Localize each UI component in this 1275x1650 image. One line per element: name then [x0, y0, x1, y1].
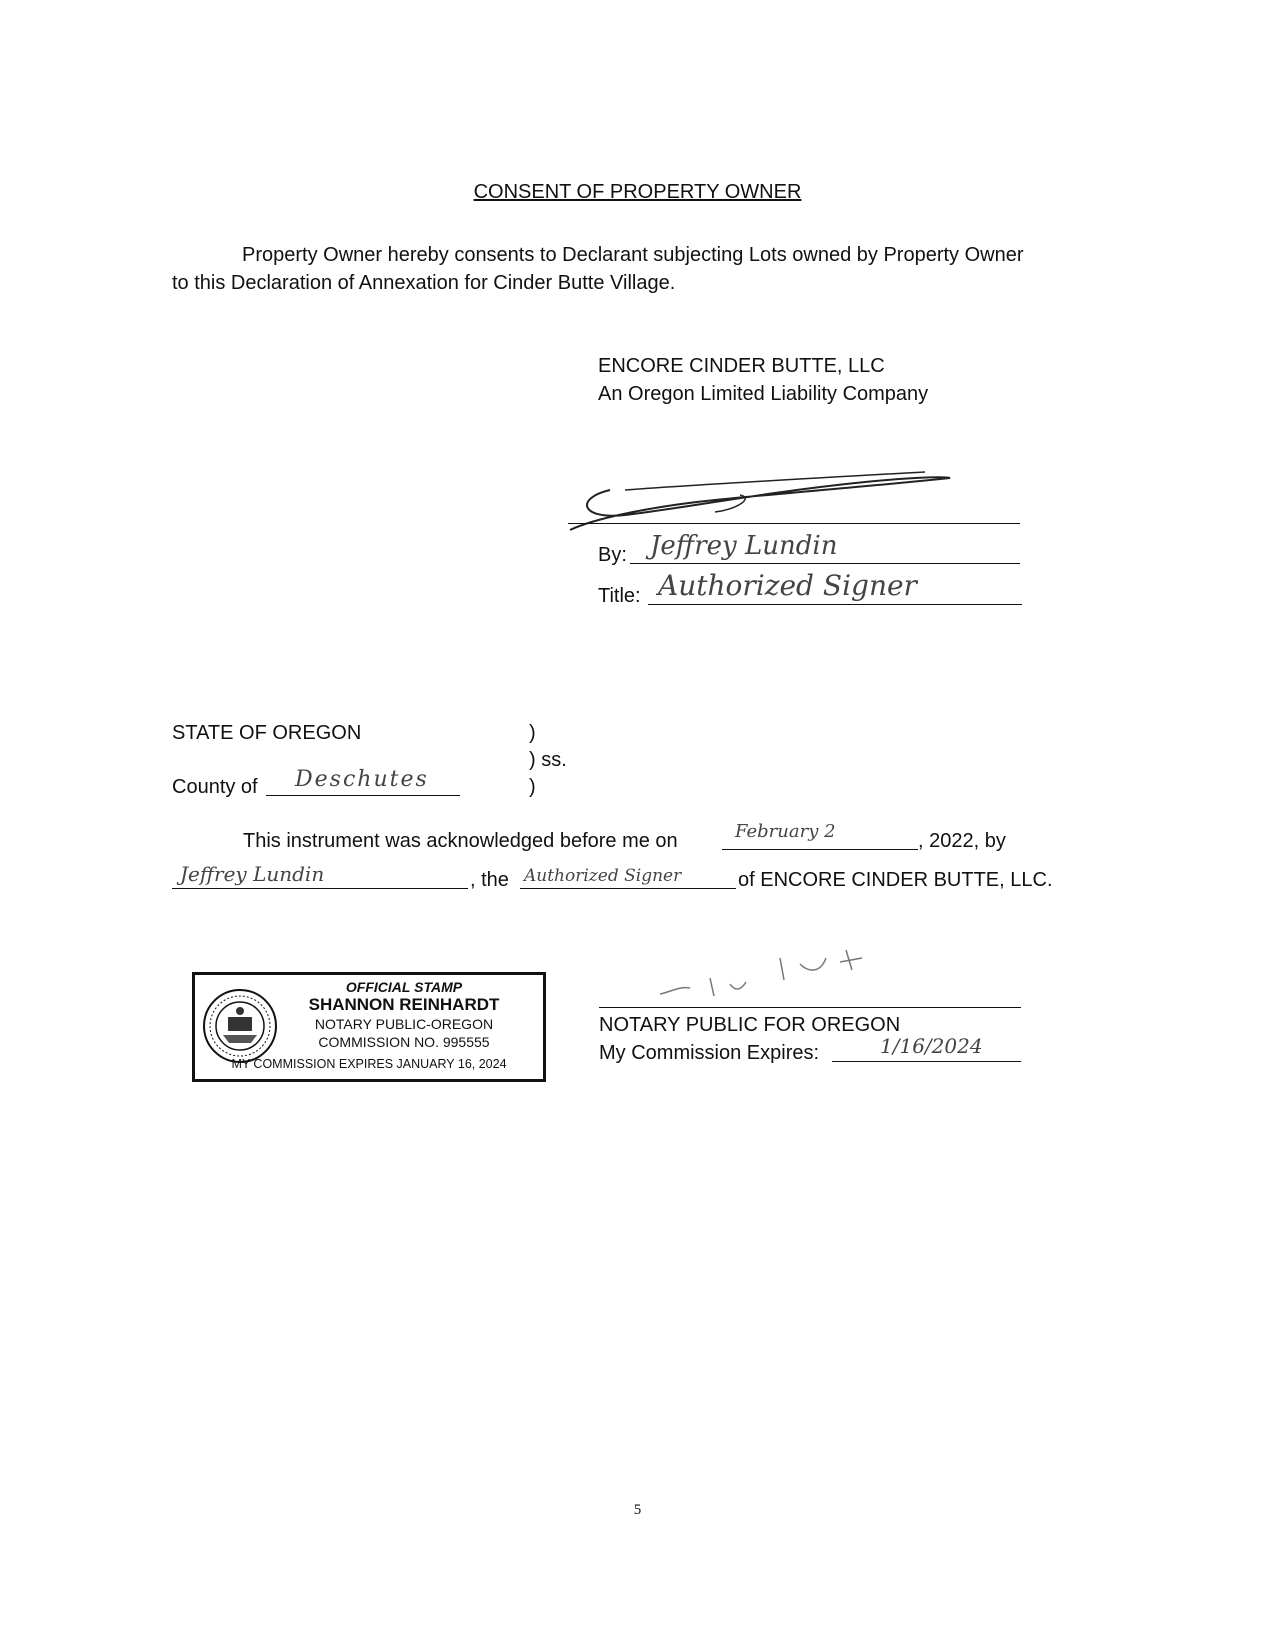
- signature-line: [568, 523, 1020, 524]
- ack-date-handwritten: February 2: [735, 821, 836, 842]
- stamp-line-4: COMMISSION NO. 995555: [318, 1034, 490, 1050]
- ack-text-1: This instrument was acknowledged before me on: [243, 830, 678, 852]
- venue-paren-ss: ) ss.: [529, 749, 567, 771]
- county-line: [266, 795, 460, 796]
- ack-text-3: , the: [470, 869, 509, 891]
- ack-role-line: [520, 888, 736, 889]
- commission-expires-line: [832, 1061, 1021, 1062]
- ack-name-line: [172, 888, 468, 889]
- stamp-line-2: SHANNON REINHARDT: [308, 995, 500, 1014]
- by-signature: Jeffrey Lundin: [650, 531, 838, 561]
- ack-text-2: , 2022, by: [918, 830, 1006, 852]
- ack-text-4: of ENCORE CINDER BUTTE, LLC.: [738, 869, 1053, 891]
- title-label: Title:: [598, 585, 641, 607]
- county-handwritten: Deschutes: [295, 767, 429, 792]
- ack-role-handwritten: Authorized Signer: [524, 866, 682, 886]
- venue-paren-1: ): [529, 722, 536, 744]
- commission-expires-handwritten: 1/16/2024: [880, 1034, 983, 1058]
- by-line: [630, 563, 1020, 564]
- body-line-1: Property Owner hereby consents to Declarant subjecting Lots owned by Property Owner: [242, 244, 1024, 266]
- stamp-line-1: OFFICIAL STAMP: [345, 979, 463, 995]
- official-stamp: [192, 972, 546, 1082]
- title-line: [648, 604, 1022, 605]
- notary-signature-line: [599, 1007, 1021, 1008]
- document-title-text: CONSENT OF PROPERTY OWNER: [473, 181, 802, 203]
- ack-date-line: [722, 849, 918, 850]
- page-number: 5: [633, 1502, 642, 1518]
- body-line-2: to this Declaration of Annexation for Cinder Butte Village.: [172, 272, 676, 294]
- notary-label: NOTARY PUBLIC FOR OREGON: [599, 1014, 901, 1036]
- venue-paren-3: ): [529, 776, 536, 798]
- county-label: County of: [172, 776, 258, 798]
- notary-signature-icon: [650, 928, 910, 1008]
- document-title: [0, 180, 1275, 204]
- state-label: STATE OF OREGON: [172, 722, 362, 744]
- by-label: By:: [598, 544, 627, 566]
- company-type: An Oregon Limited Liability Company: [598, 383, 929, 405]
- stamp-line-3: NOTARY PUBLIC-OREGON: [314, 1016, 494, 1032]
- commission-expires-label: My Commission Expires:: [599, 1042, 820, 1064]
- company-name: ENCORE CINDER BUTTE, LLC: [598, 355, 885, 377]
- title-signature: Authorized Signer: [658, 569, 917, 602]
- ack-name-handwritten: Jeffrey Lundin: [180, 862, 325, 886]
- stamp-line-5: MY COMMISSION EXPIRES JANUARY 16, 2024: [231, 1057, 507, 1071]
